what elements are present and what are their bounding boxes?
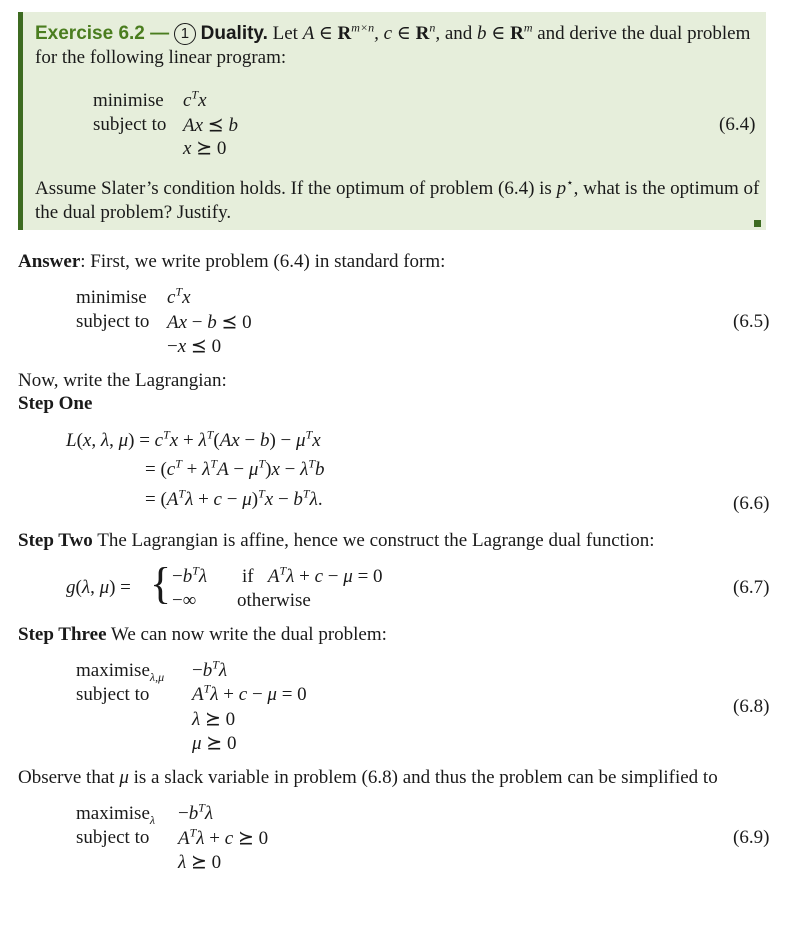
exercise-label: Exercise 6.2 — xyxy=(35,23,170,44)
lagrangian-line2: = $(c^T + \lambda^TA - \mu^T)x - \lambda^Tb$ xyxy=(145,456,325,480)
end-square-icon xyxy=(754,211,761,233)
simp-constraint-2: λ ⪰ 0 xyxy=(178,852,222,873)
lagrangian-line1: L(x, λ, $\mu) = c^Tx + \lambda^T(Ax - b) - \mu^Tx$ xyxy=(66,427,321,451)
exercise-box xyxy=(18,12,766,230)
question-text-b: , what is the optimum of xyxy=(573,178,760,199)
question-text-a: Assume Slater’s condition holds. If the optimum of problem (6.4) is xyxy=(35,178,552,199)
math-matrix-def: A ∈ $R^{m\times n}$, c ∈ $R^n$, and b ∈ $R^m$ xyxy=(302,20,533,44)
eq-number-6-6: (6.6) xyxy=(733,493,770,514)
step-three-text: We can now write the dual problem: xyxy=(110,624,387,645)
observe-text: Observe that μ is a slack variable in problem (6.8) and thus the problem can be simplified to xyxy=(18,767,718,788)
answer-intro-text: : First, we write problem (6.4) in standard form: xyxy=(80,251,446,272)
simp-objective: $-b^T\lambda$ xyxy=(178,800,214,824)
step-one-label: Step One xyxy=(18,393,93,414)
lp-constraint-1: Ax ⪯ b xyxy=(183,115,238,136)
simp-subject-to: subject to xyxy=(76,827,150,848)
question-line2: the dual problem? Justify. xyxy=(35,202,232,223)
simp-maximise-word: maximise xyxy=(76,803,150,824)
step-two-label: Step Two xyxy=(18,530,93,551)
step-two-text: The Lagrangian is affine, hence we construct the Lagrange dual function: xyxy=(97,530,655,551)
lp-subject-to: subject to xyxy=(93,114,167,135)
dual-maximise: maximise$_{\lambda,\mu}$ xyxy=(76,660,165,684)
step-two xyxy=(18,530,655,552)
std-constraint-2: −x ⪯ 0 xyxy=(167,336,222,357)
lagrangian-intro: Now, write the Lagrangian: xyxy=(18,370,227,391)
eq-number-6-8: (6.8) xyxy=(733,696,770,717)
observe-pre: Observe that xyxy=(18,767,115,788)
simp-maximise: maximise$_\lambda$ xyxy=(76,803,156,827)
simp-constraint-1: $A^T\lambda + c$ ⪰ 0 xyxy=(178,825,269,849)
lp-objective: $c^Tx$ xyxy=(183,87,207,111)
brace-icon: { xyxy=(150,559,172,608)
dual-subject-to: subject to xyxy=(76,684,150,705)
dual-constraint-2: λ ⪰ 0 xyxy=(192,709,236,730)
exercise-intro-line2: for the following linear program: xyxy=(35,47,287,68)
answer-intro xyxy=(18,251,445,273)
exercise-intro-rest: and derive the dual problem xyxy=(537,23,751,44)
circled-number: 1 xyxy=(174,23,196,45)
question-line1: Assume Slater’s condition holds. If the optimum of problem (6.4) is p⋆, what is the optimum of xyxy=(35,175,760,199)
step-three xyxy=(18,624,387,646)
observe-post: is a slack variable in problem (6.8) and thus the problem can be simplified to xyxy=(133,767,718,788)
std-constraint-1: Ax − b ⪯ 0 xyxy=(167,312,252,333)
answer-label: Answer xyxy=(18,251,81,272)
dual-objective: $-b^T\lambda$ xyxy=(192,657,228,681)
dual-case-2-condition: otherwise xyxy=(237,590,311,611)
dual-case-2-value: −∞ xyxy=(172,590,197,611)
dual-constraint-3: μ ⪰ 0 xyxy=(192,733,237,754)
dual-case-1-value: $-b^T\lambda$ xyxy=(172,563,208,587)
dual-function-lhs: g(λ, μ) = xyxy=(66,577,131,598)
if-word: if xyxy=(242,566,254,587)
eq-number-6-7: (6.7) xyxy=(733,577,770,598)
lagrangian-line3: = $(A^T\lambda + c - \mu)^Tx - b^T\lambda$. xyxy=(145,486,323,510)
std-objective: $c^Tx$ xyxy=(167,284,191,308)
eq-number-6-4: (6.4) xyxy=(719,114,756,135)
step-three-label: Step Three xyxy=(18,624,107,645)
std-subject-to: subject to xyxy=(76,311,150,332)
exercise-intro-let: Let xyxy=(272,23,298,44)
lp-minimise: minimise xyxy=(93,90,164,111)
dual-case-1-condition: if $A^T\lambda + c - \mu = 0$ xyxy=(242,563,383,587)
eq-number-6-5: (6.5) xyxy=(733,311,770,332)
dual-constraint-1: $A^T\lambda + c - \mu = 0$ xyxy=(192,681,307,705)
exercise-header xyxy=(35,22,750,45)
eq-number-6-9: (6.9) xyxy=(733,827,770,848)
dual-maximise-word: maximise xyxy=(76,660,150,681)
std-minimise: minimise xyxy=(76,287,147,308)
lp-constraint-2: x ⪰ 0 xyxy=(183,138,227,159)
exercise-topic: Duality. xyxy=(200,23,268,44)
